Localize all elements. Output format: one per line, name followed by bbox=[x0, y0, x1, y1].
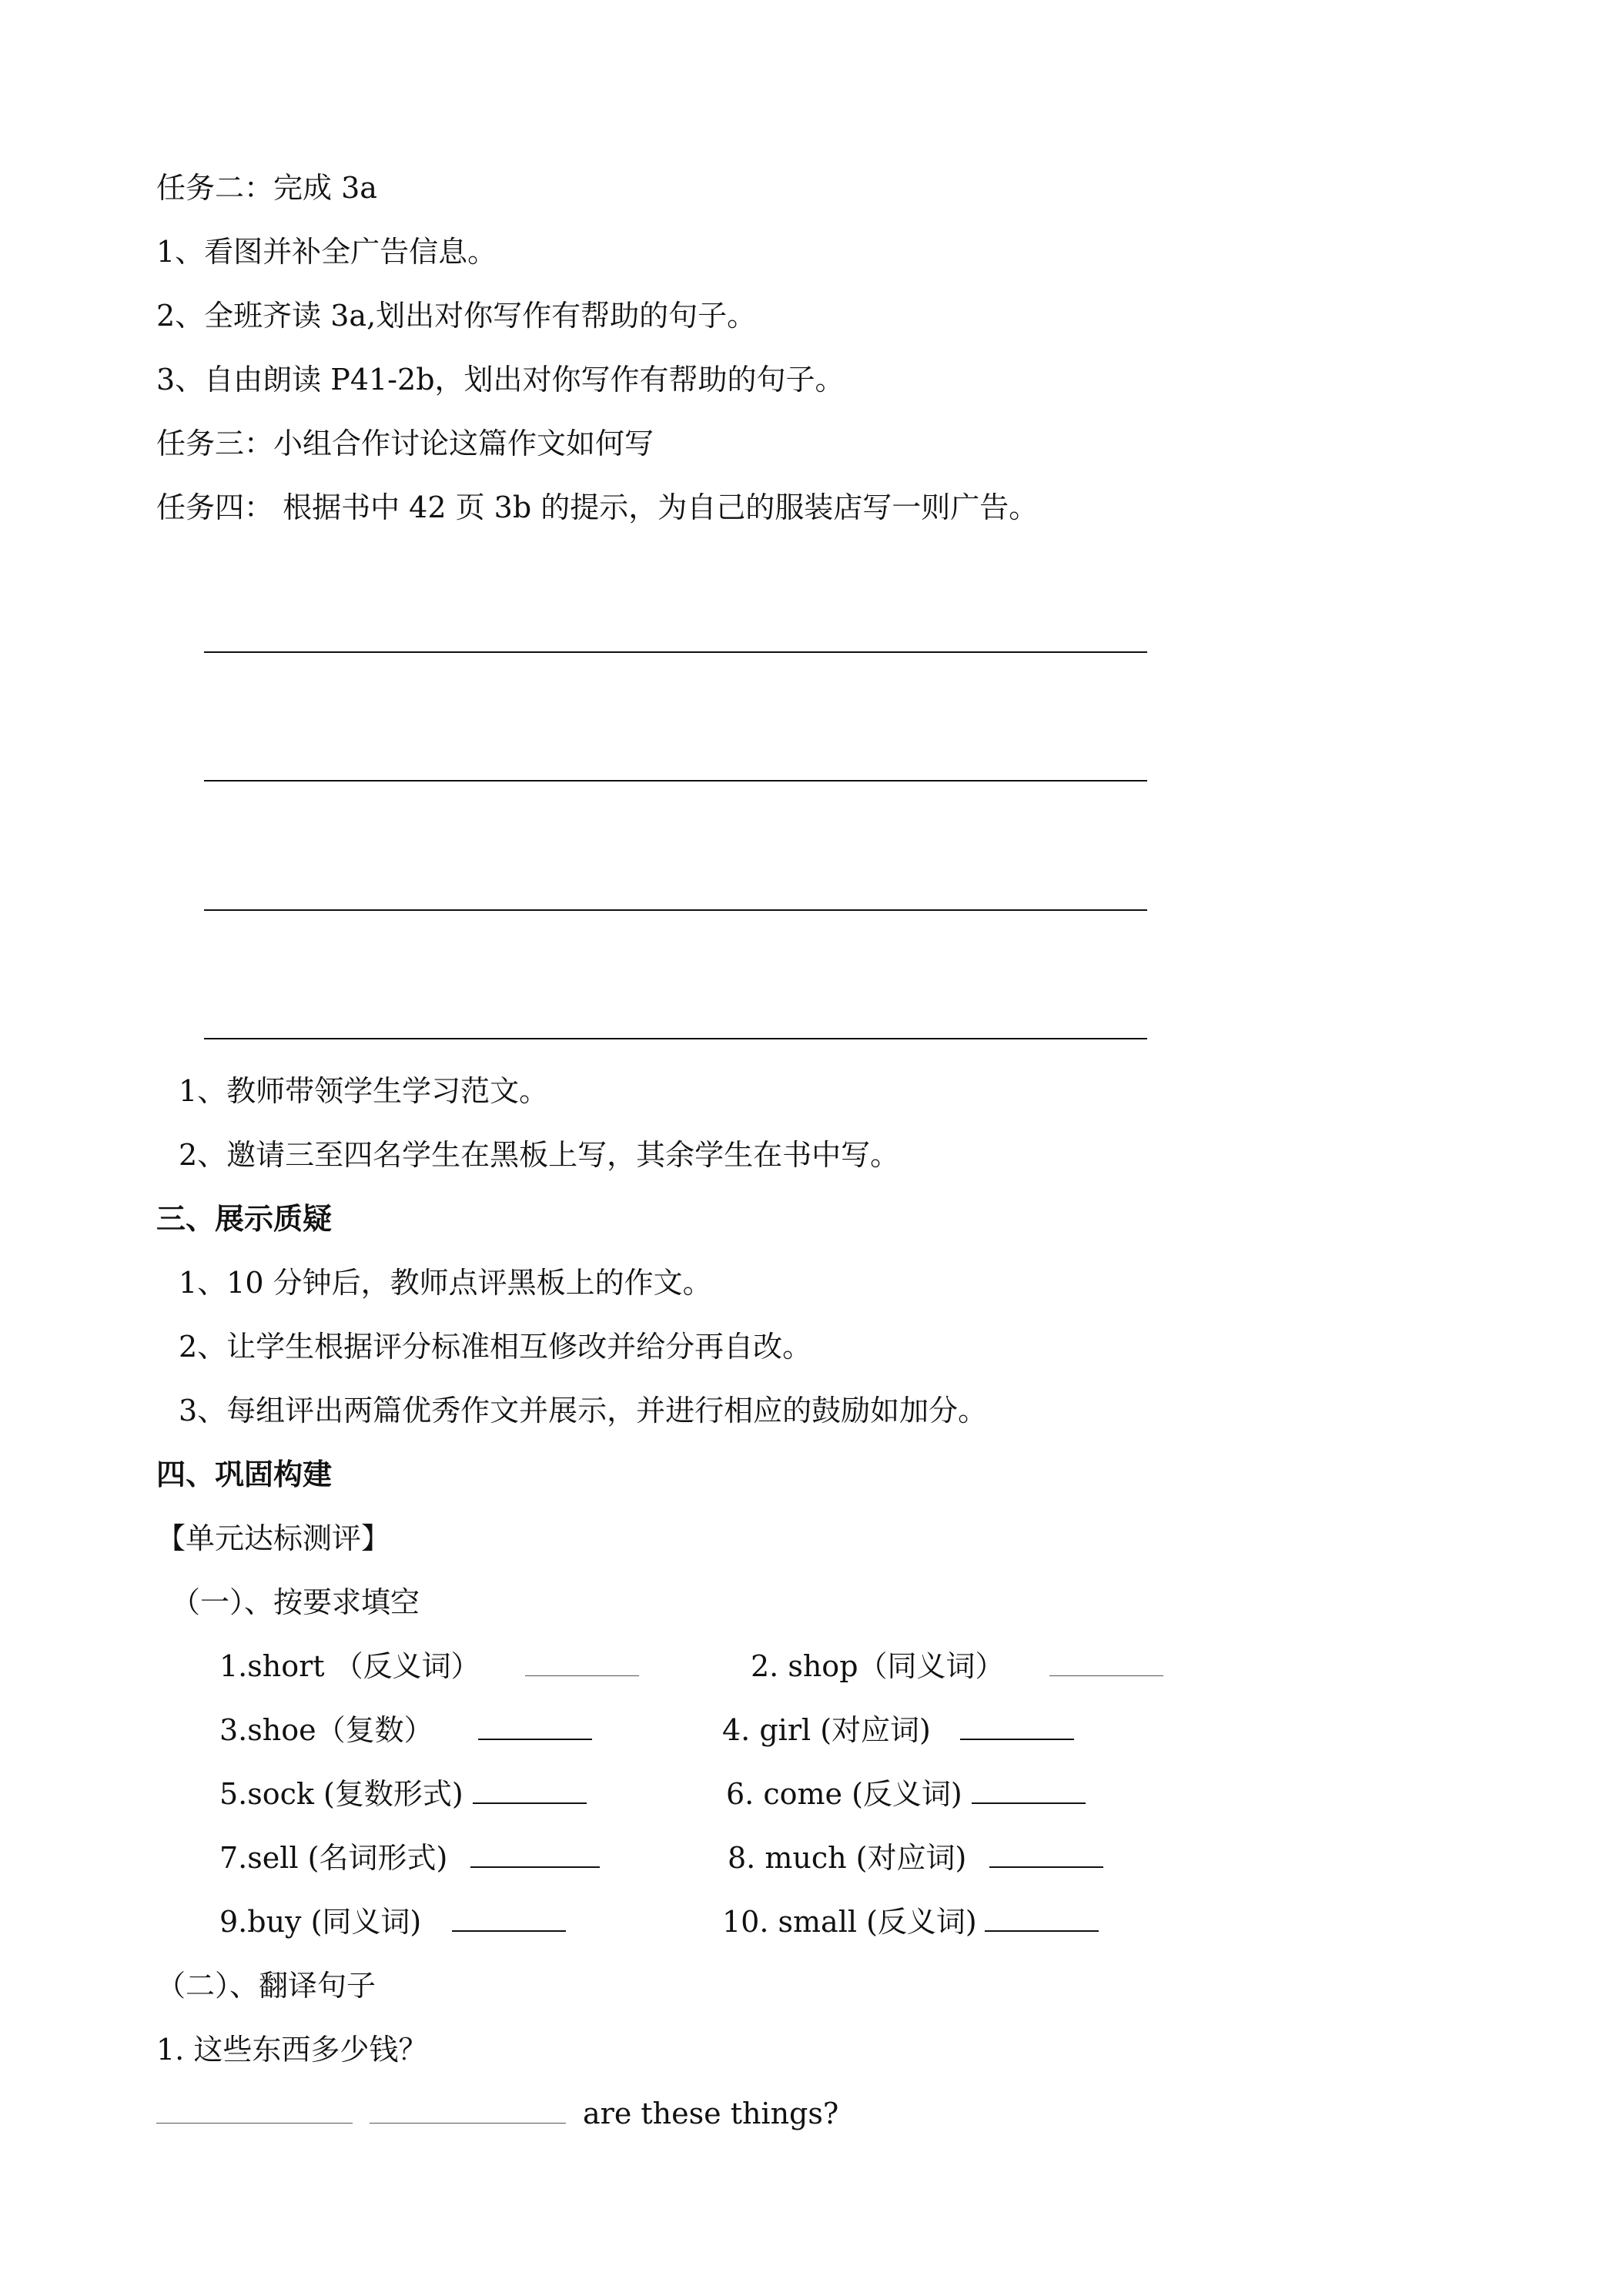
section3-item-2: 2、让学生根据评分标准相互修改并给分再自改。 bbox=[179, 1330, 812, 1364]
answer-blank[interactable] bbox=[1049, 1675, 1163, 1676]
exercise-item-5 bbox=[219, 1775, 587, 1813]
answer-blank[interactable] bbox=[156, 2123, 353, 2124]
exercise-label: 2. shop（同义词） bbox=[751, 1649, 1005, 1683]
exercise-item-6 bbox=[726, 1775, 1086, 1813]
writing-line-4[interactable] bbox=[204, 1038, 1147, 1039]
writing-line-2[interactable] bbox=[204, 780, 1147, 782]
exercise-item-10 bbox=[722, 1903, 1099, 1941]
section4-heading: 四、巩固构建 bbox=[156, 1458, 333, 1491]
answer-blank[interactable] bbox=[960, 1739, 1074, 1740]
translation-q1-english bbox=[156, 2094, 838, 2133]
unit-test-title: 【单元达标测评】 bbox=[156, 1521, 391, 1555]
task2-step-3: 3、自由朗读 P41-2b，划出对你写作有帮助的句子。 bbox=[156, 363, 845, 397]
task2-title: 任务二：完成 3a bbox=[156, 171, 377, 205]
answer-blank[interactable] bbox=[370, 2123, 566, 2124]
english-sentence-tail: are these things? bbox=[583, 2097, 839, 2130]
answer-blank[interactable] bbox=[989, 1866, 1103, 1868]
exercise-item-3 bbox=[219, 1711, 592, 1749]
exercise-item-7 bbox=[219, 1839, 600, 1877]
answer-blank[interactable] bbox=[470, 1866, 600, 1868]
writing-step-2: 2、邀请三至四名学生在黑板上写，其余学生在书中写。 bbox=[179, 1138, 900, 1172]
section3-item-3: 3、每组评出两篇优秀作文并展示，并进行相应的鼓励如加分。 bbox=[179, 1394, 988, 1427]
answer-blank[interactable] bbox=[452, 1930, 566, 1932]
answer-blank[interactable] bbox=[525, 1675, 639, 1676]
exercise-label: 3.shoe（复数） bbox=[219, 1713, 433, 1747]
task2-step-1: 1、看图并补全广告信息。 bbox=[156, 235, 497, 269]
exercise-item-2 bbox=[751, 1647, 1163, 1685]
section3-item-1: 1、10 分钟后，教师点评黑板上的作文。 bbox=[179, 1266, 712, 1300]
exercise-label: 8. much (对应词) bbox=[728, 1841, 967, 1875]
section3-heading: 三、展示质疑 bbox=[156, 1202, 333, 1236]
part2-title: （二）、翻译句子 bbox=[156, 1969, 376, 2003]
writing-line-3[interactable] bbox=[204, 909, 1147, 911]
exercise-label: 6. come (反义词) bbox=[726, 1777, 962, 1811]
exercise-label: 7.sell (名词形式) bbox=[219, 1841, 448, 1875]
exercise-item-9 bbox=[219, 1903, 566, 1941]
exercise-label: 4. girl (对应词) bbox=[722, 1713, 931, 1747]
task3-title: 任务三：小组合作讨论这篇作文如何写 bbox=[156, 427, 654, 460]
translation-q1-chinese: 1. 这些东西多少钱？ bbox=[156, 2033, 428, 2067]
exercise-label: 9.buy (同义词) bbox=[219, 1905, 422, 1939]
exercise-item-4 bbox=[722, 1711, 1074, 1749]
writing-step-1: 1、教师带领学生学习范文。 bbox=[179, 1074, 549, 1108]
exercise-label: 10. small (反义词) bbox=[722, 1905, 977, 1939]
task4-title: 任务四： 根据书中 42 页 3b 的提示，为自己的服装店写一则广告。 bbox=[156, 490, 1039, 524]
exercise-item-1 bbox=[219, 1647, 639, 1685]
task2-step-2: 2、全班齐读 3a,划出对你写作有帮助的句子。 bbox=[156, 299, 757, 333]
exercise-label: 5.sock (复数形式) bbox=[219, 1777, 463, 1811]
exercise-label: 1.short （反义词） bbox=[219, 1649, 480, 1683]
answer-blank[interactable] bbox=[972, 1802, 1086, 1804]
answer-blank[interactable] bbox=[473, 1802, 587, 1804]
writing-line-1[interactable] bbox=[204, 651, 1147, 653]
answer-blank[interactable] bbox=[985, 1930, 1099, 1932]
part1-title: （一）、按要求填空 bbox=[171, 1585, 420, 1619]
answer-blank[interactable] bbox=[478, 1739, 592, 1740]
exercise-item-8 bbox=[728, 1839, 1103, 1877]
